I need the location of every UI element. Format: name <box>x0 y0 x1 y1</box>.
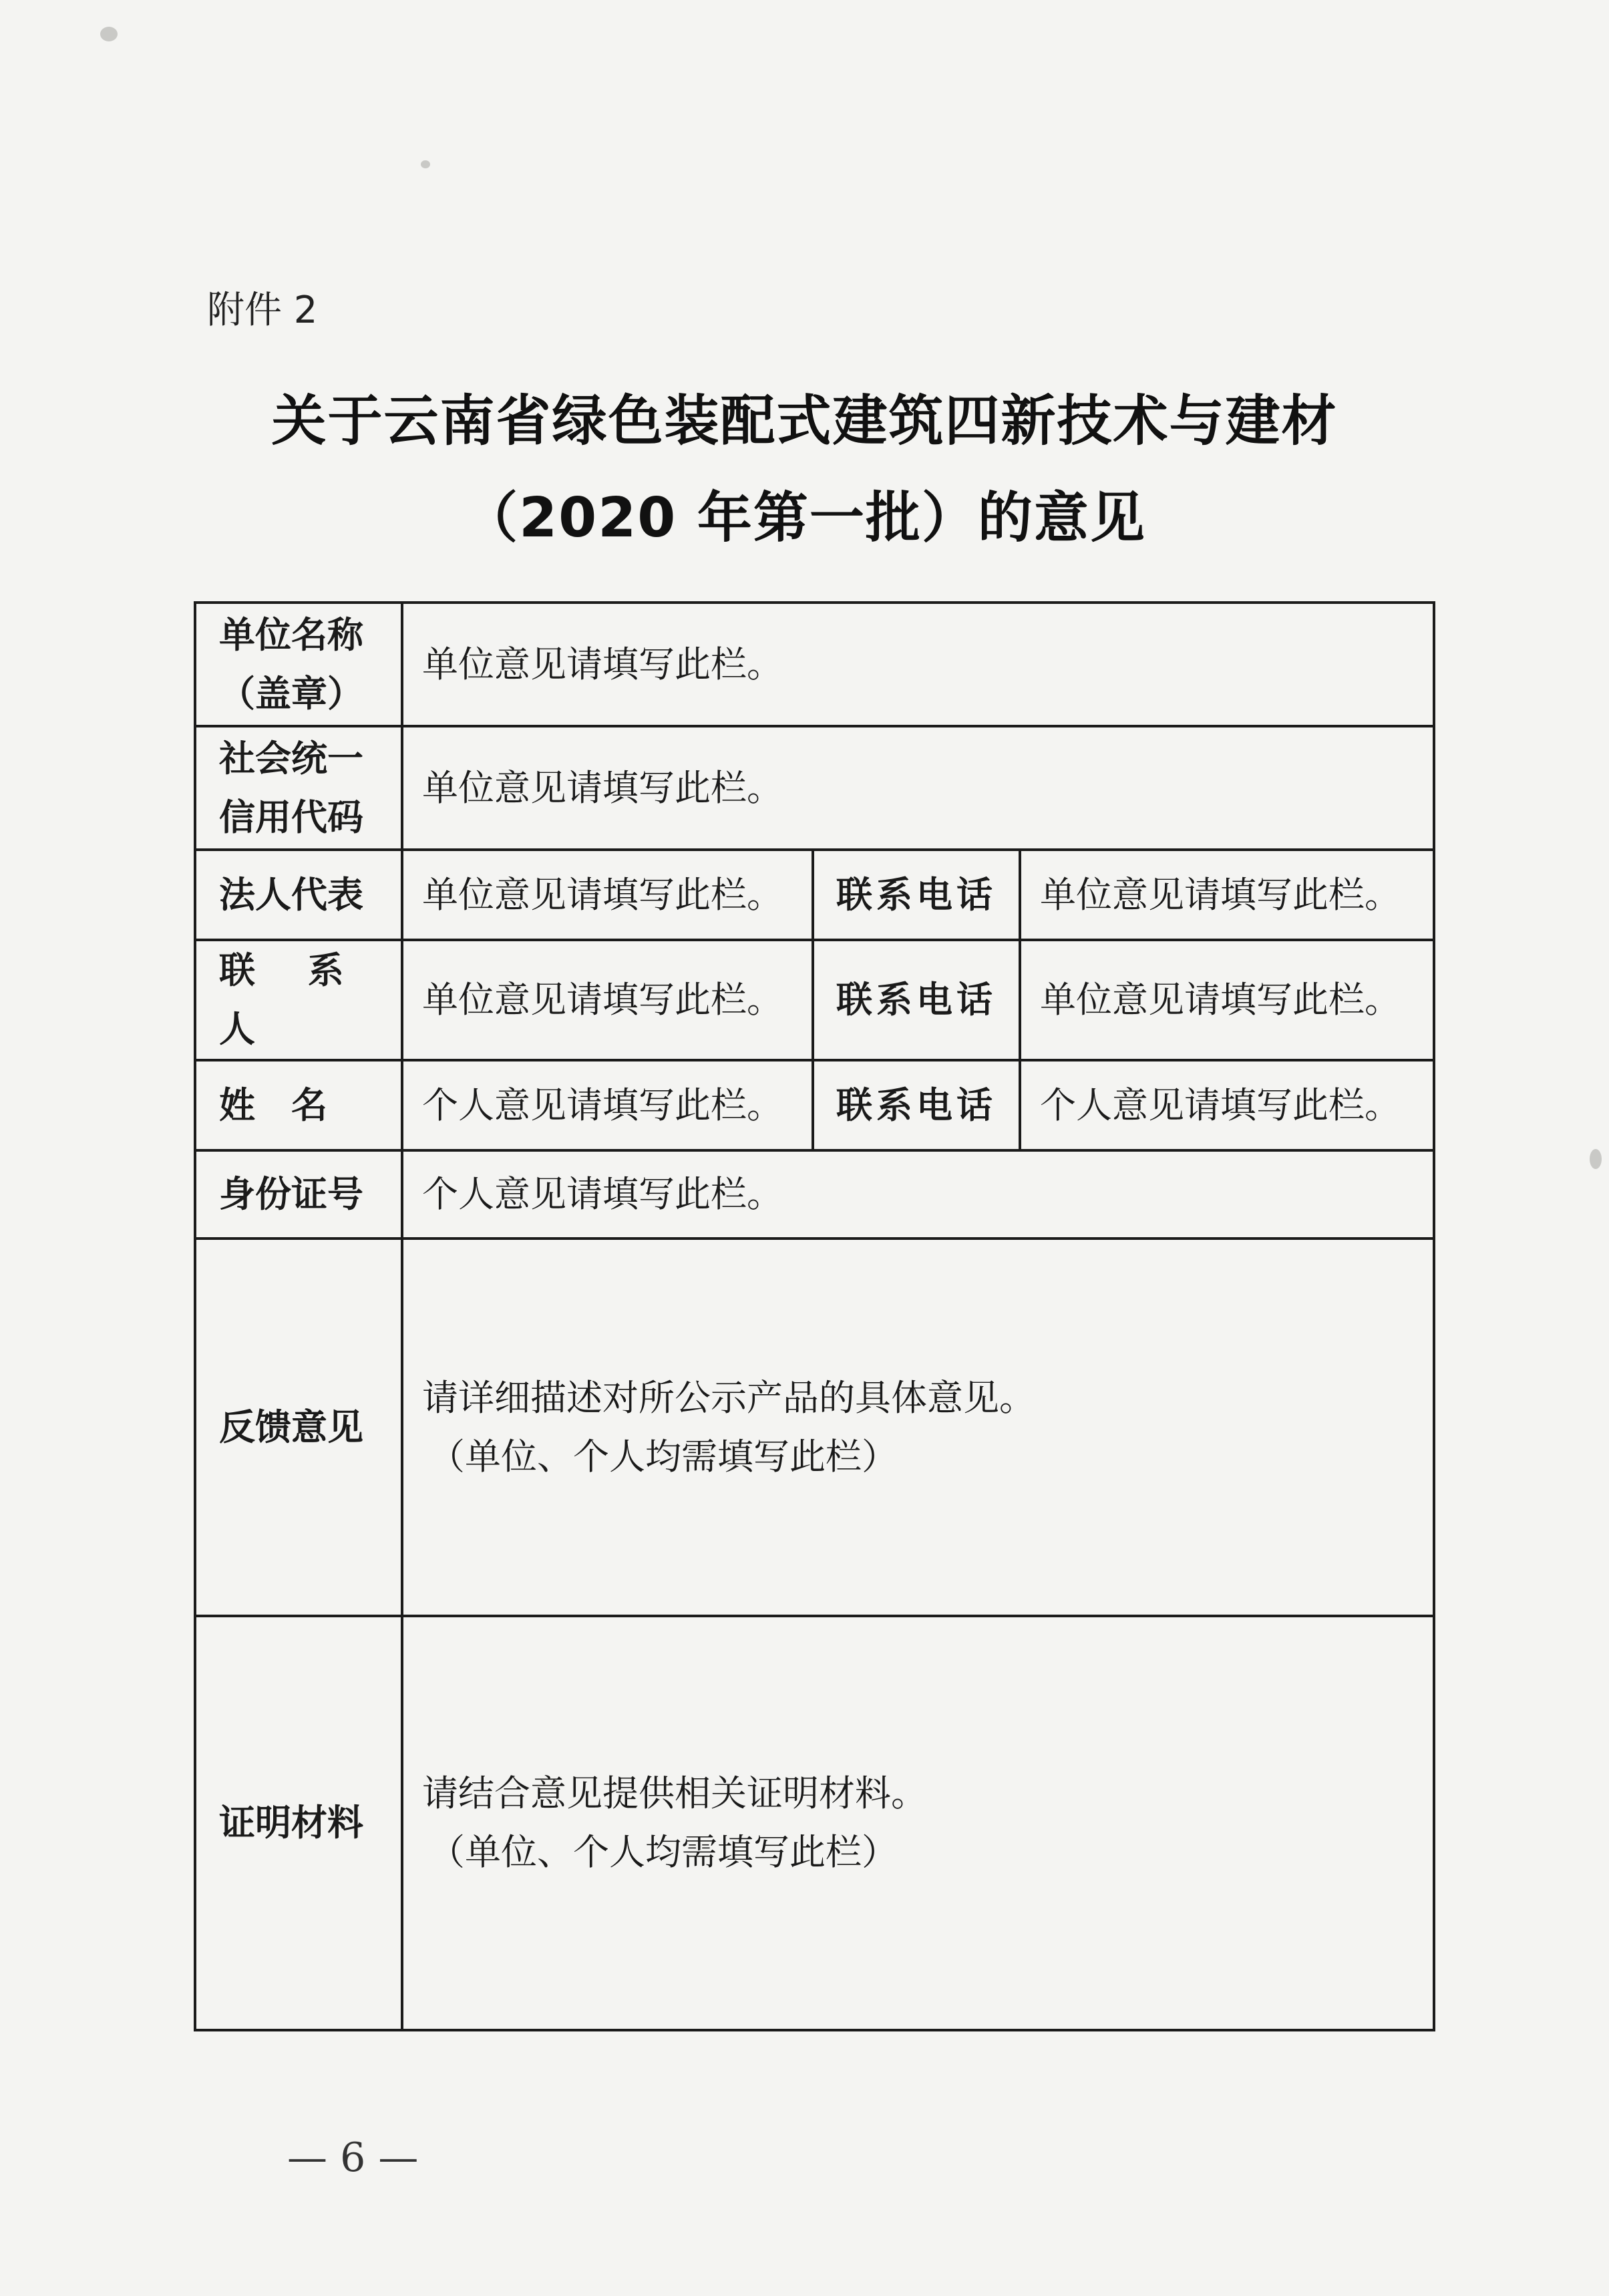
contact-row <box>195 940 1434 1060</box>
contact-phone-field[interactable]: 单位意见请填写此栏。 <box>1020 940 1434 1060</box>
legal-rep-field[interactable]: 单位意见请填写此栏。 <box>402 850 813 940</box>
id-field[interactable]: 个人意见请填写此栏。 <box>402 1150 1434 1239</box>
name-label: 姓 名 <box>195 1060 402 1150</box>
contact-field[interactable]: 单位意见请填写此栏。 <box>402 940 813 1060</box>
page-number: — 6 — <box>287 2134 419 2181</box>
document-title-line2: （2020 年第一批）的意见 <box>463 486 1146 550</box>
id-label: 身份证号 <box>195 1150 402 1239</box>
opinion-form-table <box>194 601 1435 2031</box>
id-row <box>195 1150 1434 1239</box>
legal-rep-phone-label: 联系电话 <box>813 850 1020 940</box>
legal-rep-label: 法人代表 <box>195 850 402 940</box>
name-phone-label: 联系电话 <box>813 1060 1020 1150</box>
evidence-label: 证明材料 <box>195 1616 402 2030</box>
unit-name-field[interactable]: 单位意见请填写此栏。 <box>402 603 1434 726</box>
credit-code-field[interactable]: 单位意见请填写此栏。 <box>402 726 1434 850</box>
feedback-label: 反馈意见 <box>195 1239 402 1616</box>
contact-label: 联 系 人 <box>195 940 402 1060</box>
scan-speck <box>421 160 430 168</box>
scan-speck <box>1590 1149 1602 1169</box>
scan-speck <box>100 27 118 41</box>
evidence-row <box>195 1616 1434 2030</box>
credit-code-label: 社会统一 信用代码 <box>195 726 402 850</box>
evidence-field[interactable]: 请结合意见提供相关证明材料。 （单位、个人均需填写此栏） <box>402 1616 1434 2030</box>
unit-name-row <box>195 603 1434 726</box>
credit-code-row <box>195 726 1434 850</box>
name-row <box>195 1060 1434 1150</box>
name-phone-field[interactable]: 个人意见请填写此栏。 <box>1020 1060 1434 1150</box>
feedback-row <box>195 1239 1434 1616</box>
feedback-field[interactable]: 请详细描述对所公示产品的具体意见。 （单位、个人均需填写此栏） <box>402 1239 1434 1616</box>
legal-rep-phone-field[interactable]: 单位意见请填写此栏。 <box>1020 850 1434 940</box>
attachment-label: 附件 2 <box>207 289 318 332</box>
unit-name-label: 单位名称 （盖章） <box>195 603 402 726</box>
contact-phone-label: 联系电话 <box>813 940 1020 1060</box>
document-title-line1: 关于云南省绿色装配式建筑四新技术与建材 <box>271 389 1338 453</box>
legal-rep-row <box>195 850 1434 940</box>
name-field[interactable]: 个人意见请填写此栏。 <box>402 1060 813 1150</box>
